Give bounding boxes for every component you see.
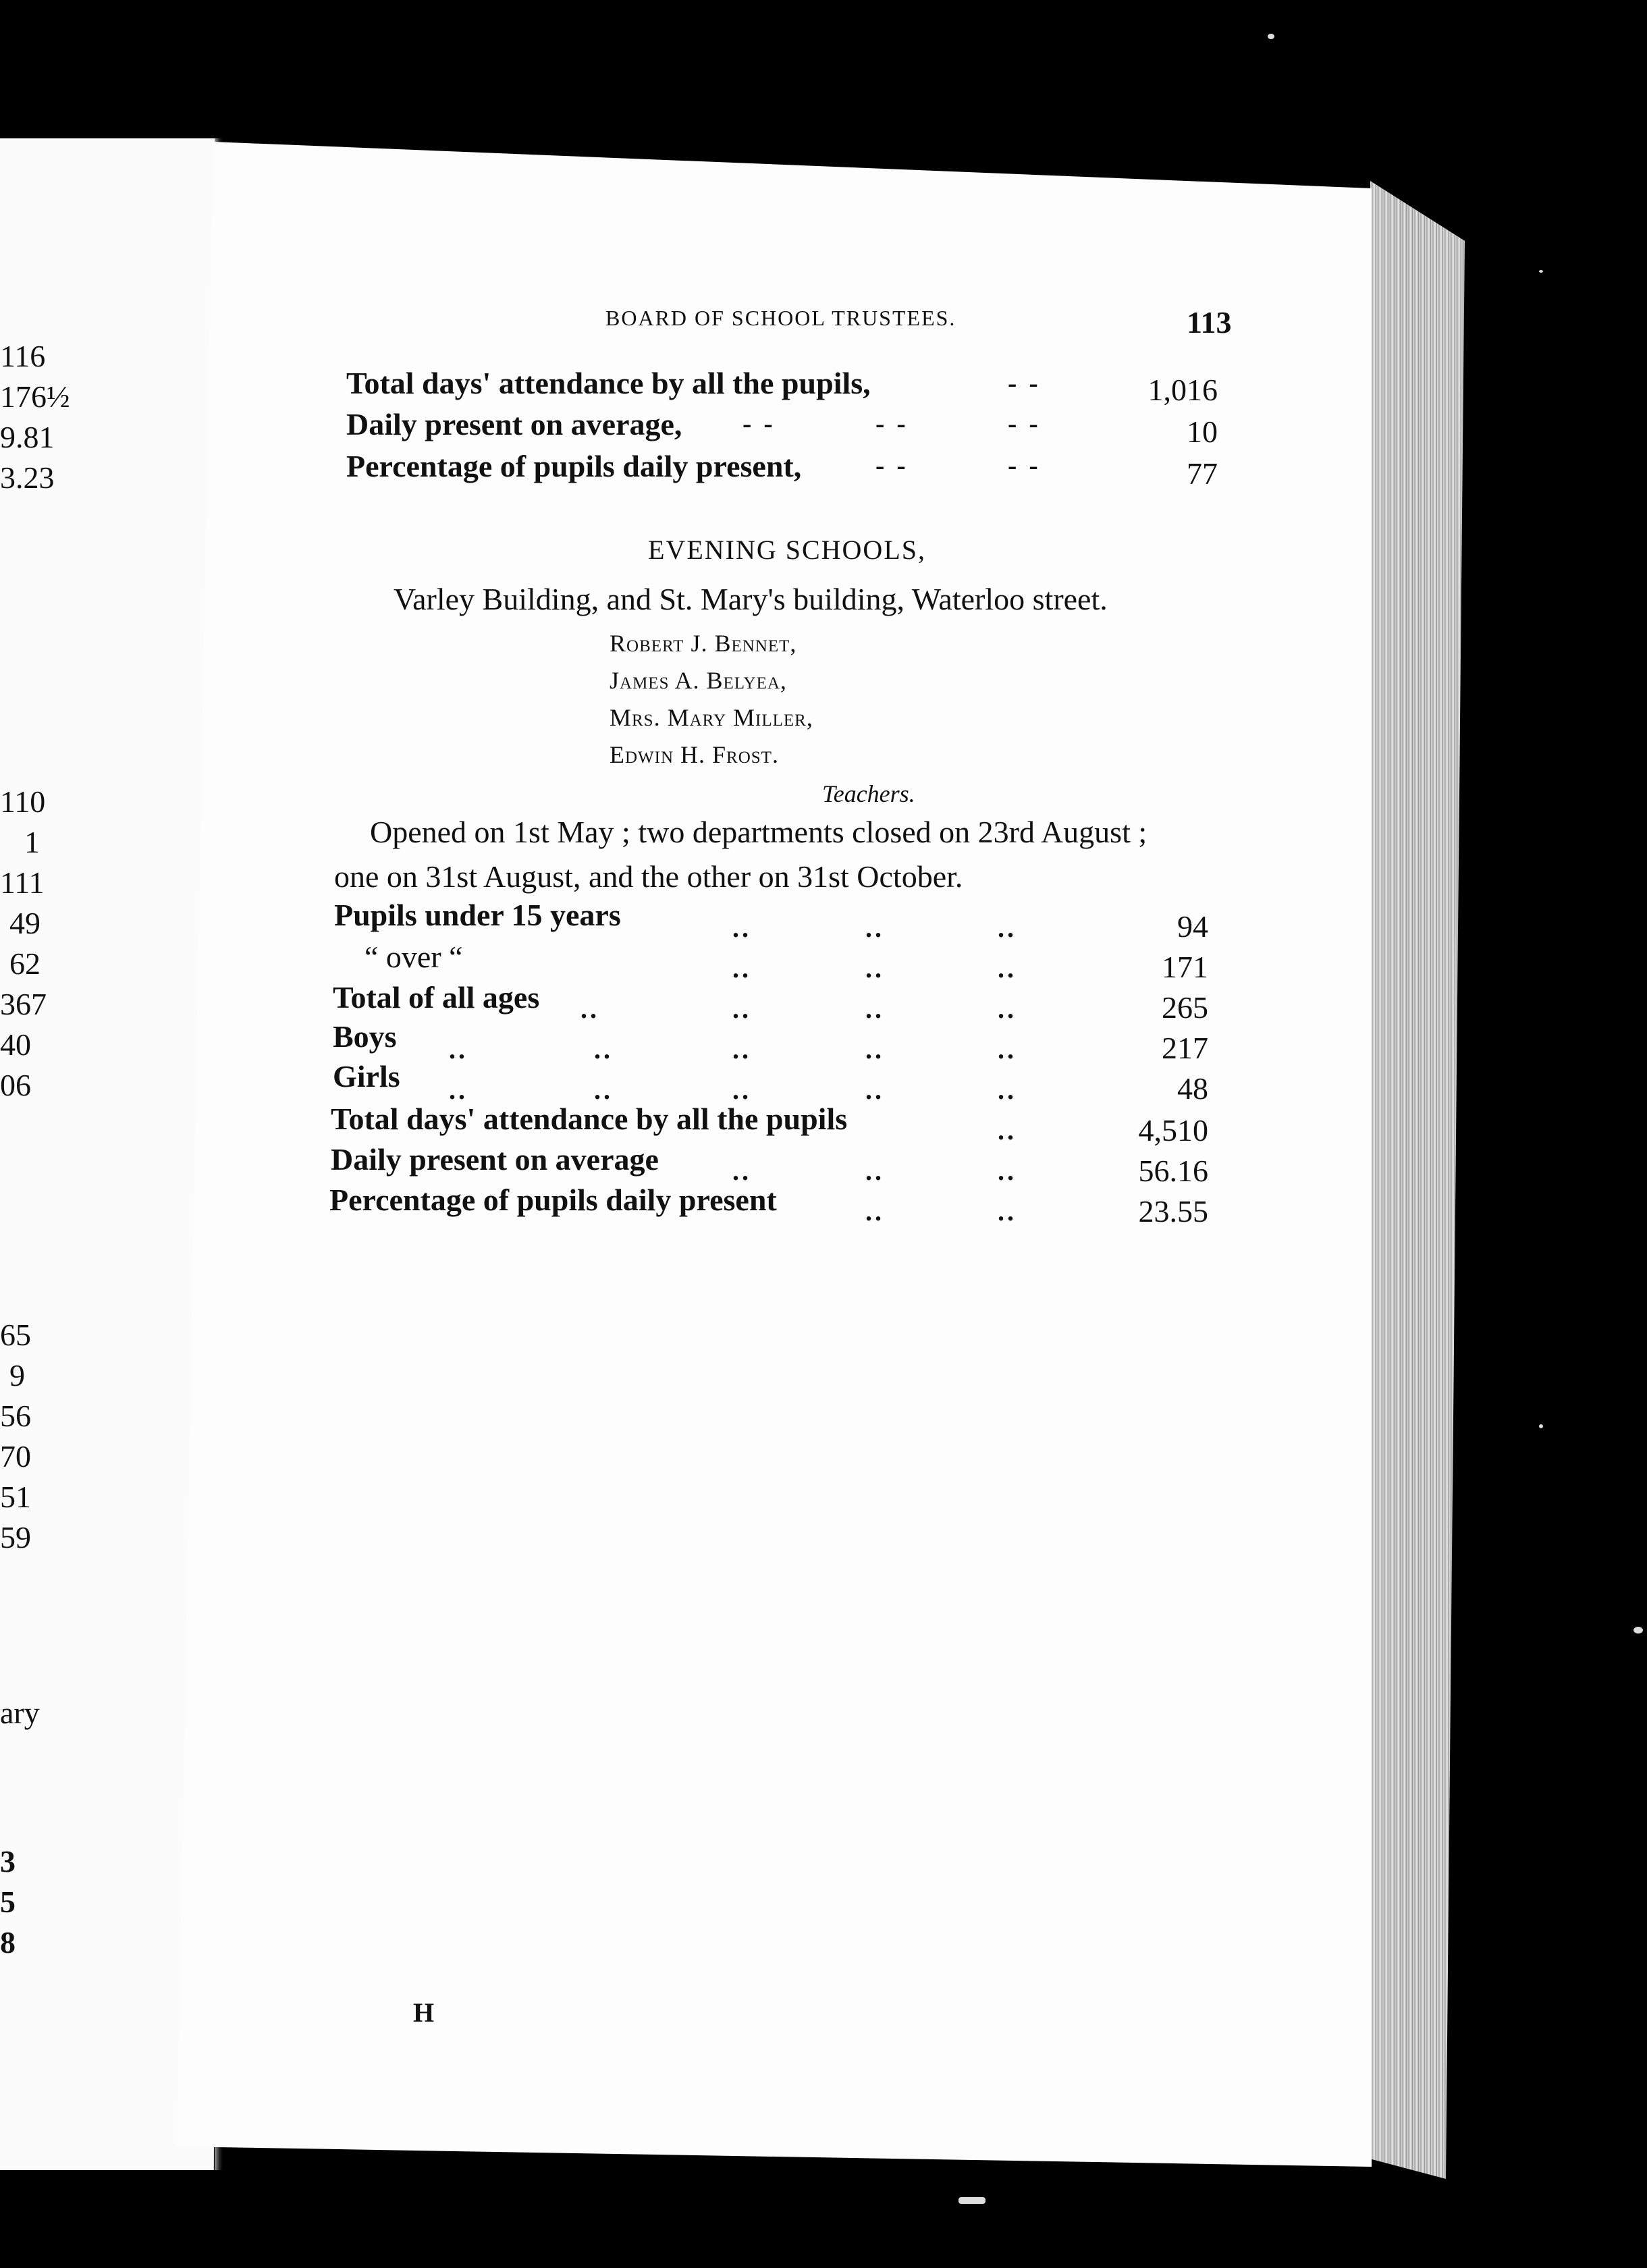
leader-dots: .. xyxy=(732,1034,751,1064)
book-page-edges xyxy=(1370,181,1465,2179)
leader-dots: .. xyxy=(865,1156,884,1186)
leader-dots: .. xyxy=(865,1075,884,1105)
leader-dots: .. xyxy=(998,1075,1017,1105)
previous-page-number: 116 xyxy=(0,339,46,373)
stat-row-label: Total of all ages xyxy=(333,980,540,1015)
previous-page-number: 8 xyxy=(0,1925,16,1960)
top-row-label: Daily present on average, xyxy=(346,407,682,441)
stat-row-label: Boys xyxy=(333,1019,397,1054)
leader-dots: .. xyxy=(998,994,1017,1024)
leader-dots: - - xyxy=(1008,408,1041,439)
previous-page-number: 9 xyxy=(9,1358,25,1393)
previous-page-number: 51 xyxy=(0,1480,31,1514)
previous-page-number: 3 xyxy=(0,1844,16,1879)
leader-dots: .. xyxy=(580,994,599,1024)
previous-page-number: 56 xyxy=(0,1399,31,1433)
leader-dots: .. xyxy=(998,1034,1017,1064)
leader-dots: .. xyxy=(732,994,751,1024)
leader-dots: .. xyxy=(865,994,884,1024)
previous-page-number: 40 xyxy=(0,1027,31,1062)
section-subtitle: Varley Building, and St. Mary's building, Waterloo street. xyxy=(394,582,1108,616)
scan-speck xyxy=(1539,270,1543,273)
previous-page-number: 62 xyxy=(9,946,40,981)
running-head: BOARD OF SCHOOL TRUSTEES. xyxy=(605,306,956,330)
previous-page-number: 70 xyxy=(0,1439,31,1474)
previous-page-number: 1 xyxy=(24,825,40,859)
leader-dots: .. xyxy=(449,1075,468,1105)
leader-dots: .. xyxy=(449,1034,468,1064)
leader-dots: .. xyxy=(865,913,884,943)
leader-dots: .. xyxy=(732,953,751,983)
leader-dots: .. xyxy=(865,1034,884,1064)
previous-page-number: 59 xyxy=(0,1520,31,1555)
page-number: 113 xyxy=(1187,305,1232,340)
stat-row-label: Pupils under 15 years xyxy=(334,898,621,932)
previous-page-number: 111 xyxy=(0,865,45,900)
previous-page-number: ary xyxy=(0,1696,40,1730)
teacher-name: James A. Belyea, xyxy=(610,667,787,694)
stat-row-label: Total days' attendance by all the pupils xyxy=(331,1102,848,1136)
leader-dots: - - xyxy=(1008,368,1041,398)
scan-speck xyxy=(1268,34,1274,39)
scan-speck xyxy=(1634,1627,1643,1634)
previous-page-number: 06 xyxy=(0,1068,31,1102)
leader-dots: .. xyxy=(998,913,1017,943)
stat-row-value: 171 xyxy=(1162,950,1208,984)
stat-row-label: Percentage of pupils daily present xyxy=(329,1183,777,1217)
teacher-name: Robert J. Bennet, xyxy=(610,630,797,657)
stat-row-label: “ over “ xyxy=(364,940,463,974)
top-row-value: 77 xyxy=(1187,456,1218,491)
stat-row-label: Girls xyxy=(333,1059,400,1094)
previous-page-number: 367 xyxy=(0,987,47,1021)
leader-dots: .. xyxy=(998,1115,1017,1145)
leader-dots: - - xyxy=(875,408,909,439)
stat-row-value: 48 xyxy=(1177,1071,1208,1106)
leader-dots: .. xyxy=(594,1034,613,1064)
scan-speck xyxy=(959,2197,986,2204)
stat-row-value: 265 xyxy=(1162,990,1208,1025)
leader-dots: .. xyxy=(865,953,884,983)
leader-dots: .. xyxy=(865,1196,884,1226)
paragraph-line: one on 31st August, and the other on 31st October. xyxy=(334,859,963,894)
leader-dots: .. xyxy=(998,1196,1017,1226)
top-row-label: Total days' attendance by all the pupils, xyxy=(346,366,871,400)
paragraph-line: Opened on 1st May ; two departments closed on 23rd August ; xyxy=(370,815,1148,849)
teacher-name: Edwin H. Frost. xyxy=(610,741,779,768)
section-title: EVENING SCHOOLS, xyxy=(648,535,926,565)
stat-row-label: Daily present on average xyxy=(331,1142,659,1177)
leader-dots: .. xyxy=(594,1075,613,1105)
leader-dots: .. xyxy=(732,1156,751,1186)
teachers-label: Teachers. xyxy=(822,780,915,807)
stat-row-value: 94 xyxy=(1177,909,1208,944)
leader-dots: .. xyxy=(732,1075,751,1105)
scan-speck xyxy=(1539,1424,1543,1428)
previous-page-number: 49 xyxy=(9,906,40,940)
previous-page-number: 65 xyxy=(0,1318,31,1352)
previous-page-number: 3.23 xyxy=(0,460,55,495)
leader-dots: - - xyxy=(875,450,909,481)
previous-page-number: 5 xyxy=(0,1885,16,1919)
top-row-value: 10 xyxy=(1187,414,1218,449)
teacher-name: Mrs. Mary Miller, xyxy=(610,704,813,731)
previous-page-number: 176½ xyxy=(0,379,70,414)
leader-dots: - - xyxy=(742,408,776,439)
stat-row-value: 217 xyxy=(1162,1031,1208,1065)
leader-dots: .. xyxy=(998,1156,1017,1186)
previous-page-number: 9.81 xyxy=(0,420,55,454)
previous-page-number: 110 xyxy=(0,784,46,819)
leader-dots: - - xyxy=(1008,450,1041,481)
top-row-value: 1,016 xyxy=(1148,373,1218,407)
signature-mark: H xyxy=(413,1997,435,2028)
stat-row-value: 56.16 xyxy=(1138,1154,1208,1188)
stat-row-value: 4,510 xyxy=(1138,1113,1208,1148)
leader-dots: .. xyxy=(998,953,1017,983)
top-row-label: Percentage of pupils daily present, xyxy=(346,449,802,483)
stat-row-value: 23.55 xyxy=(1138,1194,1208,1228)
leader-dots: .. xyxy=(732,913,751,943)
